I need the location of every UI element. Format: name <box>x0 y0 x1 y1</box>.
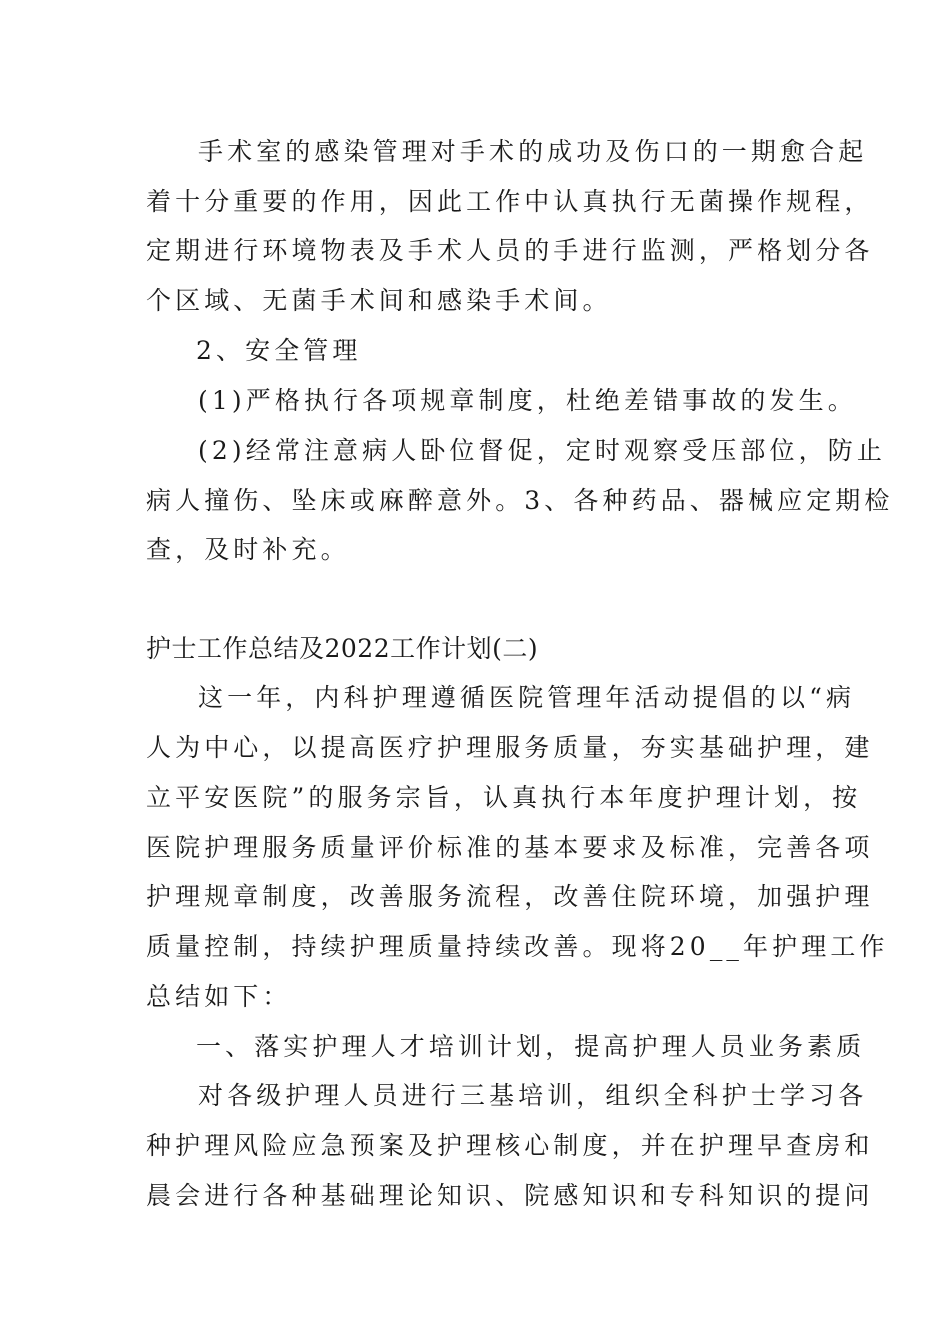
paragraph-line: 这一年，内科护理遵循医院管理年活动提倡的以“病 <box>198 683 856 712</box>
paragraph-line: 个区域、无菌手术间和感染手术间。 <box>146 286 612 315</box>
paragraph-line: 人为中心，以提高医疗护理服务质量，夯实基础护理，建 <box>146 733 874 762</box>
section-heading: 2、安全管理 <box>196 336 362 365</box>
paragraph-line: 查，及时补充。 <box>146 535 350 564</box>
paragraph-line: 医院护理服务质量评价标准的基本要求及标准，完善各项 <box>146 833 874 862</box>
list-item: (2)经常注意病人卧位督促，定时观察受压部位，防止 <box>198 436 886 465</box>
paragraph-line: 定期进行环境物表及手术人员的手进行监测，严格划分各 <box>146 236 874 265</box>
paragraph-line: 着十分重要的作用，因此工作中认真执行无菌操作规程， <box>146 187 874 216</box>
document-title: 护士工作总结及2022工作计划(二) <box>146 634 539 663</box>
paragraph-line: 质量控制，持续护理质量持续改善。现将20__年护理工作 <box>146 932 889 961</box>
section-heading: 一、落实护理人才培训计划，提高护理人员业务素质 <box>196 1032 866 1061</box>
list-item: (1)严格执行各项规章制度，杜绝差错事故的发生。 <box>198 386 857 415</box>
paragraph-line: 病人撞伤、坠床或麻醉意外。3、各种药品、器械应定期检 <box>146 486 894 515</box>
paragraph-line: 立平安医院”的服务宗旨，认真执行本年度护理计划，按 <box>146 783 862 812</box>
paragraph-line: 护理规章制度，改善服务流程，改善住院环境，加强护理 <box>146 882 874 911</box>
paragraph-line: 晨会进行各种基础理论知识、院感知识和专科知识的提问 <box>146 1181 874 1210</box>
paragraph-line: 对各级护理人员进行三基培训，组织全科护士学习各 <box>198 1081 868 1110</box>
paragraph-line: 总结如下： <box>146 982 292 1011</box>
paragraph-line: 手术室的感染管理对手术的成功及伤口的一期愈合起 <box>198 137 868 166</box>
paragraph-line: 种护理风险应急预案及护理核心制度，并在护理早查房和 <box>146 1131 874 1160</box>
